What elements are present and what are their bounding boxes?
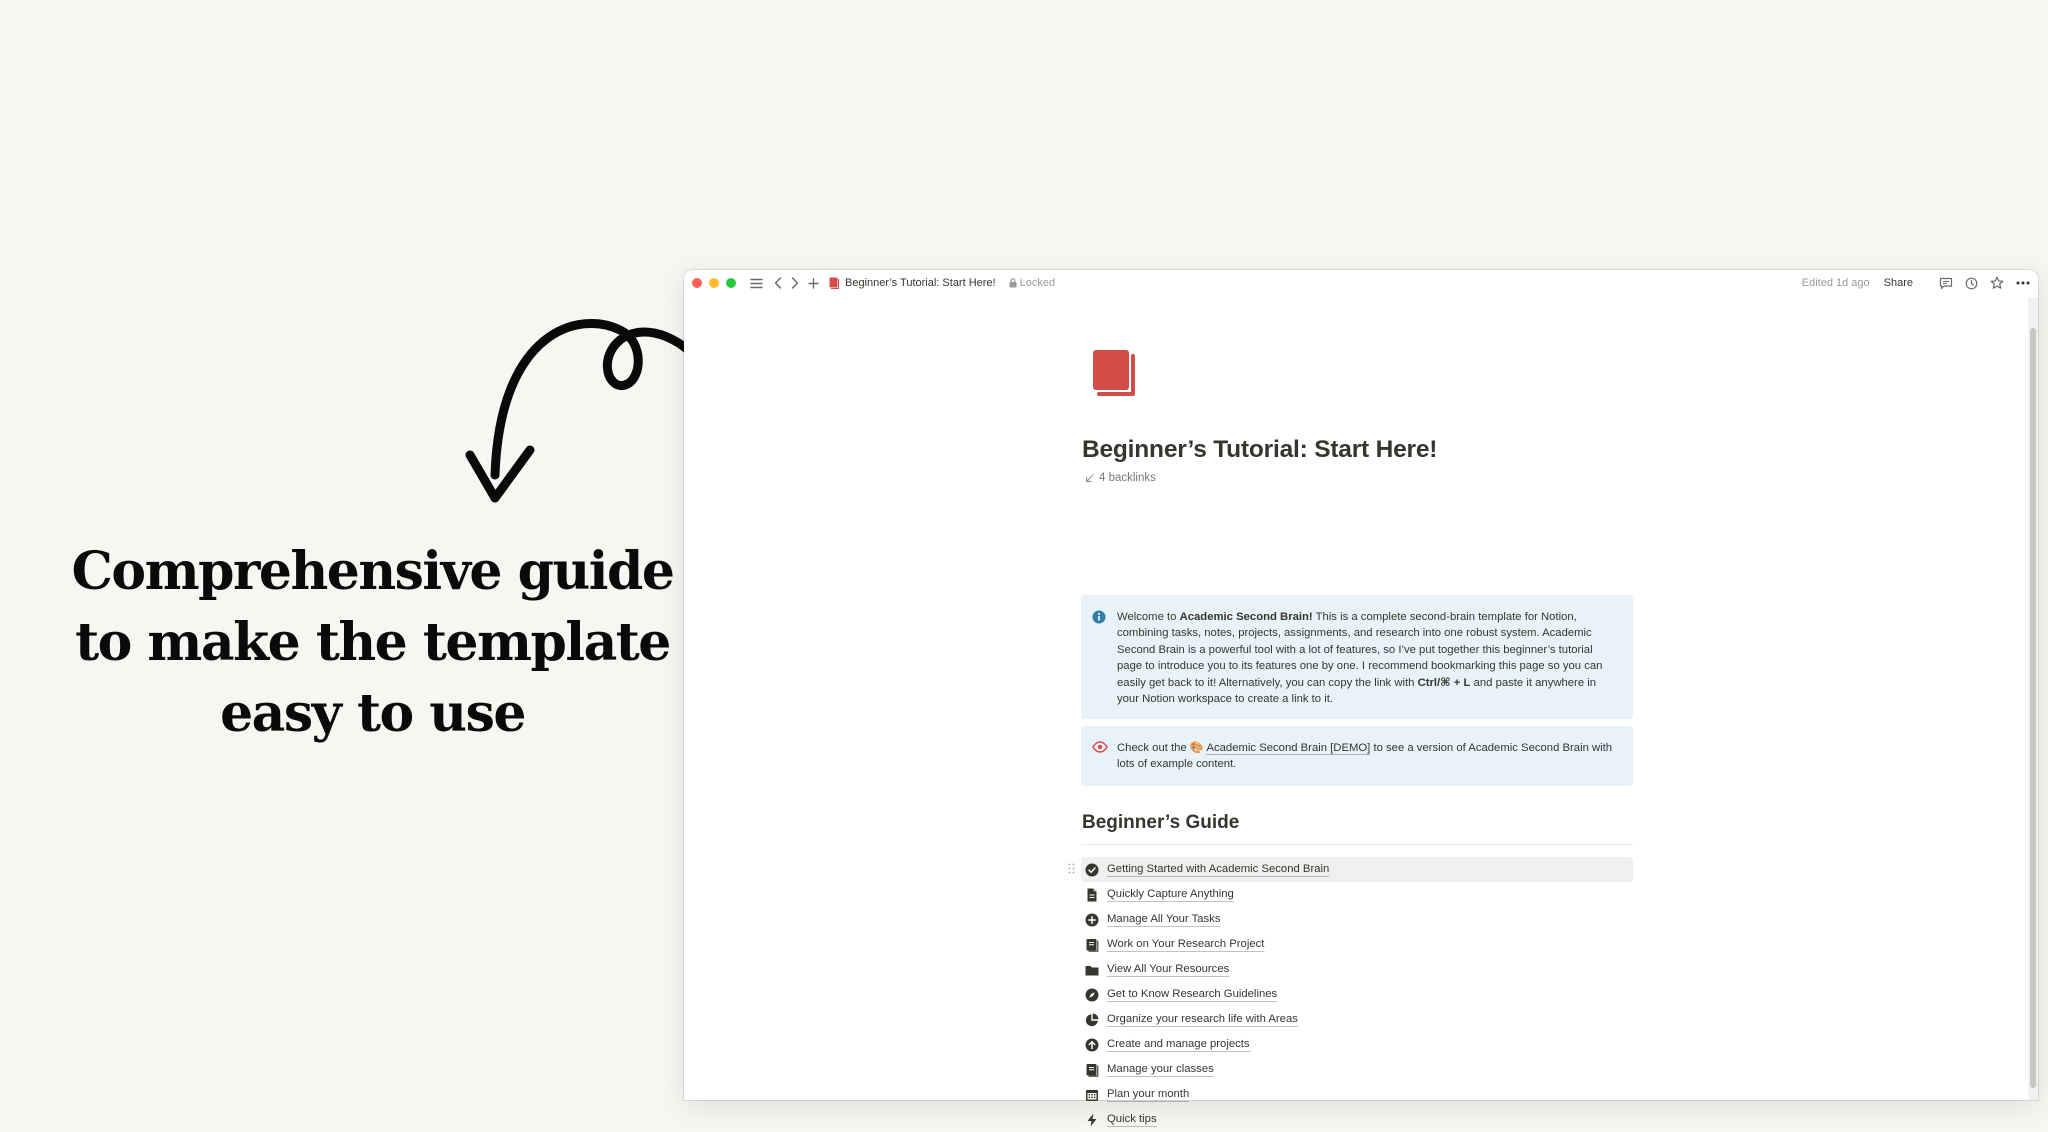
more-options-icon[interactable] (2016, 281, 2030, 285)
welcome-callout[interactable] (1081, 595, 1633, 719)
title-bar (684, 270, 2038, 296)
notion-window (684, 270, 2038, 1125)
callout-bold-brand: Academic Second Brain! (1179, 611, 1313, 623)
page-book-icon (829, 277, 839, 289)
guide-item-label: Create and manage projects (1107, 1038, 1250, 1050)
scrollbar-thumb[interactable] (2030, 328, 2036, 1088)
guide-item-resources[interactable] (1081, 957, 1633, 982)
guide-item-areas[interactable] (1081, 1007, 1633, 1032)
guide-item-label: Manage All Your Tasks (1107, 913, 1221, 925)
promo-headline (60, 536, 685, 749)
guide-item-plan-month[interactable] (1081, 1082, 1633, 1107)
window-page-title[interactable]: Beginner’s Tutorial: Start Here! (845, 277, 996, 289)
curly-arrow-graphic (440, 300, 720, 520)
backlink-arrow-icon (1085, 474, 1094, 483)
locked-indicator[interactable] (1009, 277, 1055, 289)
page-red-book-icon[interactable] (1091, 348, 1137, 403)
guide-item-label: Organize your research life with Areas (1107, 1013, 1298, 1025)
notebook-icon (1085, 1063, 1099, 1077)
guide-item-label: Plan your month (1107, 1088, 1190, 1100)
guide-item-quick-capture[interactable] (1081, 882, 1633, 907)
drag-handle-icon[interactable] (1068, 863, 1075, 877)
calendar-icon (1085, 1088, 1099, 1102)
guide-item-label: Get to Know Research Guidelines (1107, 988, 1278, 1000)
guide-item-label: Manage your classes (1107, 1063, 1214, 1075)
notebook-icon (1085, 938, 1099, 952)
guide-list (1081, 857, 1633, 1132)
demo-page-link[interactable]: Academic Second Brain [DEMO] (1206, 742, 1371, 754)
guide-item-classes[interactable] (1081, 1057, 1633, 1082)
guide-item-projects[interactable] (1081, 1032, 1633, 1057)
palette-emoji-icon: 🎨 (1189, 742, 1204, 754)
topbar-actions (1802, 276, 2030, 290)
guide-item-label: Work on Your Research Project (1107, 938, 1265, 950)
compass-icon (1085, 988, 1099, 1002)
callout-text: This is a complete second-brain template for Notion, combining tasks, notes, projects, assignments, and research into one robust system. Academic Second Brain is a powerful tool with a lot of features, so I’ve put together this beginner’s tutorial page to introduce you to its features one by one. I recommend bookmarking this page so you can easily get back to it! Alternatively, you can copy the link with (1117, 611, 1603, 689)
page-title[interactable]: Beginner’s Tutorial: Start Here! (1082, 436, 1438, 463)
guide-item-label: View All Your Resources (1107, 963, 1230, 975)
lightning-icon (1085, 1113, 1099, 1127)
guide-item-label: Quick tips (1107, 1113, 1157, 1125)
comments-icon[interactable] (1939, 277, 1953, 290)
updates-clock-icon[interactable] (1965, 277, 1978, 290)
guide-item-label: Getting Started with Academic Second Brain (1107, 863, 1330, 875)
back-arrow-icon[interactable] (774, 277, 782, 289)
favorite-star-icon[interactable] (1990, 276, 2004, 290)
heading-divider (1081, 844, 1633, 845)
promo-line: Comprehensive guide (71, 541, 674, 602)
guide-item-research-guidelines[interactable] (1081, 982, 1633, 1007)
callout-text: and paste it anywhere in your Notion workspace to create a link to it. (1117, 676, 1597, 706)
vertical-scrollbar[interactable] (2028, 298, 2038, 1100)
sidebar-menu-icon[interactable] (750, 278, 763, 289)
demo-callout[interactable] (1081, 726, 1633, 786)
promo-line: easy to use (220, 683, 525, 744)
pie-chart-icon (1085, 1013, 1099, 1027)
eye-icon (1092, 741, 1108, 758)
backlinks-label: 4 backlinks (1099, 472, 1156, 484)
callout-text: Welcome to (1117, 611, 1180, 623)
close-window-button[interactable] (692, 278, 702, 288)
guide-item-quick-tips[interactable] (1081, 1107, 1633, 1132)
plus-circle-icon (1085, 913, 1099, 927)
share-button[interactable]: Share (1883, 277, 1913, 289)
section-heading[interactable]: Beginner’s Guide (1082, 812, 1240, 833)
minimize-window-button[interactable] (709, 278, 719, 288)
info-icon (1092, 610, 1106, 629)
new-page-plus-icon[interactable] (808, 278, 819, 289)
guide-item-research-project[interactable] (1081, 932, 1633, 957)
locked-label: Locked (1019, 277, 1056, 289)
folder-icon (1085, 963, 1099, 977)
lock-icon (1009, 278, 1017, 288)
callout-bold-shortcut: Ctrl/⌘ + L (1417, 676, 1471, 689)
backlinks-link[interactable] (1085, 472, 1156, 484)
forward-arrow-icon[interactable] (791, 277, 799, 289)
guide-item-label: Quickly Capture Anything (1107, 888, 1234, 900)
callout-text: Check out the (1117, 742, 1190, 754)
guide-item-getting-started[interactable] (1081, 857, 1633, 882)
up-arrow-circle-icon (1085, 1038, 1099, 1052)
callout-text: to see a version of Academic Second Brain with lots of example content. (1117, 742, 1613, 771)
maximize-window-button[interactable] (726, 278, 736, 288)
promo-line: to make the template (75, 612, 670, 673)
document-icon (1085, 888, 1099, 902)
guide-item-tasks[interactable] (1081, 907, 1633, 932)
check-circle-icon (1085, 863, 1099, 877)
edited-timestamp[interactable]: Edited 1d ago (1801, 277, 1870, 289)
window-controls (692, 278, 736, 288)
